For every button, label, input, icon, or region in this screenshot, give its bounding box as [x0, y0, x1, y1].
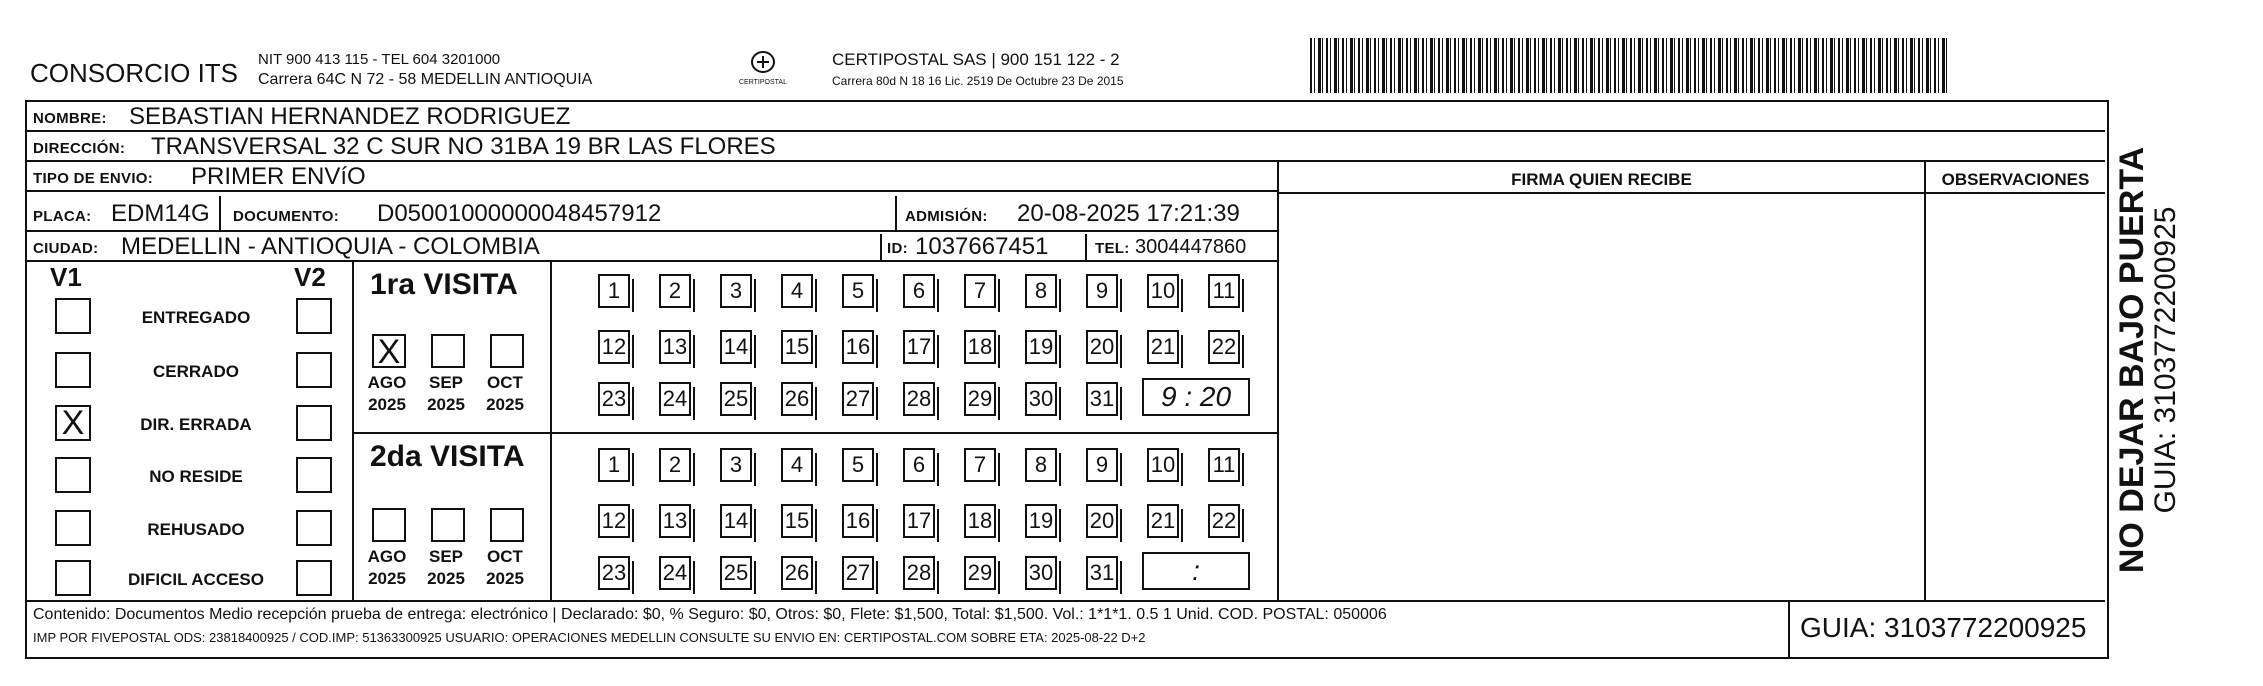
- day-box[interactable]: 22: [1208, 504, 1240, 538]
- v2-checkbox[interactable]: [296, 298, 332, 334]
- documento-value: D05001000000048457912: [377, 200, 662, 227]
- day-box[interactable]: 13: [659, 504, 691, 538]
- logo-icon: [748, 50, 778, 74]
- status-label: DIFICIL ACCESO: [127, 570, 264, 589]
- nombre-value: SEBASTIAN HERNANDEZ RODRIGUEZ: [129, 103, 571, 130]
- v2-header: V2: [294, 262, 326, 292]
- day-box[interactable]: 2: [659, 274, 691, 308]
- day-box[interactable]: 16: [842, 504, 874, 538]
- carrier-line: CERTIPOSTAL SAS | 900 151 122 - 2: [832, 50, 1120, 69]
- day-box[interactable]: 19: [1025, 504, 1057, 538]
- day-box[interactable]: 12: [598, 504, 630, 538]
- day-box[interactable]: 20: [1086, 330, 1118, 364]
- day-box[interactable]: 21: [1147, 504, 1179, 538]
- day-box[interactable]: 6: [903, 448, 935, 482]
- day-box[interactable]: 29: [964, 556, 996, 590]
- divider: [352, 432, 1277, 434]
- company-name: CONSORCIO ITS: [30, 58, 239, 88]
- divider: [25, 600, 2105, 602]
- divider: [1085, 234, 1087, 262]
- day-box[interactable]: 17: [903, 330, 935, 364]
- row-nombre: [25, 102, 2105, 132]
- firma-label: FIRMA QUIEN RECIBE: [1511, 170, 1692, 189]
- carrier-address: Carrera 80d N 18 16 Lic. 2519 De Octubre 23 De 2015: [832, 74, 1124, 88]
- month-checkbox[interactable]: [431, 334, 465, 368]
- day-box[interactable]: 10: [1147, 274, 1179, 308]
- day-box[interactable]: 30: [1025, 382, 1057, 416]
- status-label: CERRADO: [153, 362, 239, 381]
- logo-text: CERTIPOSTAL: [739, 79, 787, 86]
- observaciones-area[interactable]: [1926, 194, 2105, 600]
- row-tipo: [25, 162, 1277, 192]
- admision-label: ADMISIÓN:: [905, 208, 988, 225]
- year-label: 2025: [427, 569, 465, 588]
- v2-checkbox[interactable]: [296, 510, 332, 546]
- day-box[interactable]: 19: [1025, 330, 1057, 364]
- year-label: 2025: [368, 569, 406, 588]
- check-mark: X: [61, 404, 85, 442]
- day-box[interactable]: 3: [720, 448, 752, 482]
- footer-line2: IMP POR FIVEPOSTAL ODS: 23818400925 / COD.IMP: 51363300925 USUARIO: OPERACIONES MEDELLIN CONSULTE SU ENVIO EN: CERTIPOSTAL.COM SOBRE ETA: 2025-08-22 D+2: [33, 630, 1146, 645]
- month-checkbox[interactable]: [490, 508, 524, 542]
- tipo-value: PRIMER ENVíO: [191, 163, 366, 190]
- v1-checkbox[interactable]: [55, 510, 91, 546]
- day-box[interactable]: 11: [1208, 274, 1240, 308]
- divider: [550, 262, 552, 600]
- documento-label: DOCUMENTO:: [233, 208, 340, 225]
- month-label: SEP: [428, 547, 464, 566]
- month-checkbox[interactable]: [431, 508, 465, 542]
- day-box[interactable]: 7: [964, 448, 996, 482]
- day-box[interactable]: 22: [1208, 330, 1240, 364]
- divider: [352, 262, 354, 600]
- row-placa: [25, 192, 1277, 232]
- day-box[interactable]: 23: [598, 382, 630, 416]
- day-box[interactable]: 24: [659, 556, 691, 590]
- day-box[interactable]: 26: [781, 382, 813, 416]
- month-label: OCT: [487, 373, 523, 392]
- id-label: ID:: [887, 240, 908, 257]
- v2-checkbox[interactable]: [296, 457, 332, 493]
- footer-line1: Contenido: Documentos Medio recepción prueba de entrega: electrónico | Declarado: $0, % Seguro: $0, Otros: $0, Flete: $1,500, Total: $1,500. Vol.: 1*1*1. 0.5 1 Unid. COD. POSTAL: 050006: [33, 606, 1387, 623]
- day-box[interactable]: 28: [903, 382, 935, 416]
- nombre-label: NOMBRE:: [33, 110, 107, 127]
- observaciones-label: OBSERVACIONES: [1941, 170, 2090, 189]
- time-field[interactable]: :: [1142, 552, 1250, 590]
- day-box[interactable]: 5: [842, 274, 874, 308]
- month-checkbox[interactable]: [372, 333, 406, 371]
- day-box[interactable]: 1: [598, 274, 630, 308]
- day-box[interactable]: 25: [720, 382, 752, 416]
- day-box[interactable]: 28: [903, 556, 935, 590]
- day-box[interactable]: 7: [964, 274, 996, 308]
- day-box[interactable]: 26: [781, 556, 813, 590]
- v1-checkbox[interactable]: [55, 457, 91, 493]
- day-box[interactable]: 11: [1208, 448, 1240, 482]
- side-warning: NO DEJAR BAJO PUERTA: [2113, 146, 2151, 574]
- month-checkbox[interactable]: [372, 508, 406, 542]
- side-text: [2108, 120, 2188, 600]
- day-box[interactable]: 8: [1025, 274, 1057, 308]
- id-value: 1037667451: [915, 233, 1049, 260]
- day-box[interactable]: 18: [964, 330, 996, 364]
- direccion-value: TRANSVERSAL 32 C SUR NO 31BA 19 BR LAS FLORES: [151, 133, 776, 160]
- day-box[interactable]: 16: [842, 330, 874, 364]
- status-label: REHUSADO: [147, 520, 245, 539]
- divider: [880, 234, 882, 262]
- v1-header: V1: [50, 262, 82, 292]
- day-box[interactable]: 21: [1147, 330, 1179, 364]
- footer-guia: GUIA: 3103772200925: [1800, 612, 2087, 643]
- day-box[interactable]: 20: [1086, 504, 1118, 538]
- day-box[interactable]: 12: [598, 330, 630, 364]
- tel-label: TEL:: [1095, 240, 1130, 257]
- month-label: OCT: [487, 547, 523, 566]
- company-address: Carrera 64C N 72 - 58 MEDELLIN ANTIOQUIA: [258, 71, 593, 88]
- visit2-title: 2da VISITA: [370, 440, 525, 473]
- divider: [895, 196, 897, 232]
- v2-checkbox[interactable]: [296, 560, 332, 596]
- check-mark: X: [377, 333, 401, 371]
- status-label: ENTREGADO: [141, 308, 251, 327]
- tipo-label: TIPO DE ENVIO:: [33, 170, 154, 187]
- month-label: AGO: [367, 547, 407, 566]
- day-box[interactable]: 2: [659, 448, 691, 482]
- month-checkbox[interactable]: [490, 334, 524, 368]
- side-guia: GUIA: 3103772200925: [2149, 206, 2182, 514]
- day-box[interactable]: 27: [842, 556, 874, 590]
- status-label: DIR. ERRADA: [140, 415, 252, 434]
- month-label: SEP: [428, 373, 464, 392]
- v1-checkbox[interactable]: [55, 560, 91, 596]
- firma-area[interactable]: [1279, 194, 1924, 600]
- divider: [1788, 600, 1790, 657]
- status-label: NO RESIDE: [149, 467, 243, 486]
- day-box[interactable]: 15: [781, 504, 813, 538]
- barcode: [1310, 38, 1950, 93]
- day-box[interactable]: 30: [1025, 556, 1057, 590]
- divider: [219, 196, 221, 232]
- day-box[interactable]: 25: [720, 556, 752, 590]
- day-box[interactable]: 31: [1086, 382, 1118, 416]
- placa-label: PLACA:: [33, 208, 92, 225]
- day-box[interactable]: 5: [842, 448, 874, 482]
- day-box[interactable]: 9: [1086, 448, 1118, 482]
- day-box[interactable]: 18: [964, 504, 996, 538]
- day-box[interactable]: 14: [720, 504, 752, 538]
- placa-value: EDM14G: [111, 200, 210, 227]
- v2-checkbox[interactable]: [296, 405, 332, 441]
- v2-checkbox[interactable]: [296, 352, 332, 388]
- ciudad-value: MEDELLIN - ANTIOQUIA - COLOMBIA: [121, 233, 540, 260]
- day-box[interactable]: 3: [720, 274, 752, 308]
- direccion-label: DIRECCIÓN:: [33, 140, 126, 157]
- tel-value: 3004447860: [1135, 236, 1247, 258]
- row-direccion: [25, 132, 2105, 162]
- day-box[interactable]: 8: [1025, 448, 1057, 482]
- day-box[interactable]: 31: [1086, 556, 1118, 590]
- day-box[interactable]: 15: [781, 330, 813, 364]
- month-label: AGO: [367, 373, 407, 392]
- certipostal-logo: [738, 50, 788, 86]
- year-label: 2025: [486, 395, 524, 414]
- v1-checkbox[interactable]: [55, 298, 91, 334]
- day-box[interactable]: 1: [598, 448, 630, 482]
- day-box[interactable]: 24: [659, 382, 691, 416]
- year-label: 2025: [486, 569, 524, 588]
- day-box[interactable]: 9: [1086, 274, 1118, 308]
- day-box[interactable]: 14: [720, 330, 752, 364]
- ciudad-label: CIUDAD:: [33, 240, 99, 257]
- v1-checkbox[interactable]: [55, 405, 91, 441]
- time-field[interactable]: 9 : 20: [1142, 378, 1250, 416]
- year-label: 2025: [427, 395, 465, 414]
- company-nit: NIT 900 413 115 - TEL 604 3201000: [258, 51, 501, 68]
- year-label: 2025: [368, 395, 406, 414]
- day-box[interactable]: 29: [964, 382, 996, 416]
- day-box[interactable]: 23: [598, 556, 630, 590]
- visit1-title: 1ra VISITA: [370, 268, 518, 301]
- row-ciudad: [25, 232, 1277, 262]
- day-box[interactable]: 4: [781, 274, 813, 308]
- day-box[interactable]: 10: [1147, 448, 1179, 482]
- day-box[interactable]: 13: [659, 330, 691, 364]
- day-box[interactable]: 6: [903, 274, 935, 308]
- day-box[interactable]: 27: [842, 382, 874, 416]
- admision-value: 20-08-2025 17:21:39: [1017, 200, 1240, 227]
- day-box[interactable]: 4: [781, 448, 813, 482]
- v1-checkbox[interactable]: [55, 352, 91, 388]
- day-box[interactable]: 17: [903, 504, 935, 538]
